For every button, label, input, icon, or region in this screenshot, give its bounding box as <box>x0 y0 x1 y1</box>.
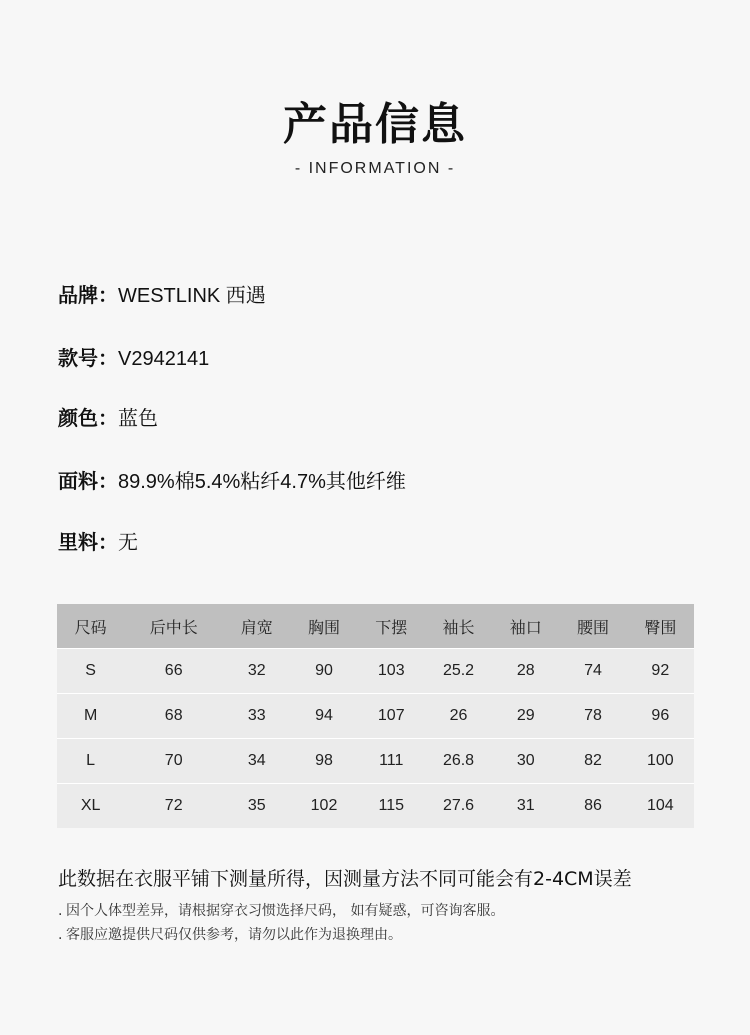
table-cell: 68 <box>124 694 223 739</box>
table-cell: 33 <box>223 694 290 739</box>
table-cell: 26 <box>425 694 492 739</box>
info-value: 无 <box>118 532 138 554</box>
table-cell: 107 <box>358 694 425 739</box>
column-header: 袖口 <box>492 604 559 649</box>
table-cell: 102 <box>290 784 357 829</box>
table-cell: 27.6 <box>425 784 492 829</box>
table-cell: 74 <box>559 649 626 694</box>
table-cell: S <box>57 649 124 694</box>
note-text: 因个人体型差异，请根据穿衣习惯选择尺码， 如有疑惑，可咨询客服。 <box>66 903 505 919</box>
column-header: 肩宽 <box>223 604 290 649</box>
table-row <box>57 784 694 829</box>
info-value: 蓝色 <box>118 408 158 430</box>
table-cell: 94 <box>290 694 357 739</box>
bullet-icon: . <box>58 903 63 919</box>
table-cell: 92 <box>627 649 694 694</box>
table-cell: 82 <box>559 739 626 784</box>
note-item <box>58 924 402 944</box>
size-table <box>57 604 694 828</box>
table-cell: 25.2 <box>425 649 492 694</box>
column-header: 下摆 <box>358 604 425 649</box>
table-cell: 96 <box>627 694 694 739</box>
table-cell: 111 <box>358 739 425 784</box>
table-cell: 28 <box>492 649 559 694</box>
table-cell: 31 <box>492 784 559 829</box>
table-cell: 34 <box>223 739 290 784</box>
column-header: 袖长 <box>425 604 492 649</box>
table-cell: M <box>57 694 124 739</box>
size-table-header <box>57 604 694 649</box>
table-cell: 78 <box>559 694 626 739</box>
column-header: 尺码 <box>57 604 124 649</box>
table-cell: 103 <box>358 649 425 694</box>
table-cell: 70 <box>124 739 223 784</box>
info-style-number <box>58 342 209 371</box>
table-cell: 100 <box>627 739 694 784</box>
info-label: 品牌： <box>58 283 118 307</box>
table-cell: 66 <box>124 649 223 694</box>
page-title: 产品信息 <box>283 99 467 150</box>
info-label: 面料： <box>58 469 118 493</box>
info-brand <box>58 279 266 308</box>
table-cell: L <box>57 739 124 784</box>
table-cell: 32 <box>223 649 290 694</box>
table-cell: 35 <box>223 784 290 829</box>
info-color <box>58 402 158 431</box>
table-cell: 115 <box>358 784 425 829</box>
note-text: 客服应邀提供尺码仅供参考，请勿以此作为退换理由。 <box>66 927 402 943</box>
info-label: 颜色： <box>58 406 118 430</box>
column-header: 臀围 <box>627 604 694 649</box>
table-row <box>57 694 694 739</box>
table-cell: 90 <box>290 649 357 694</box>
table-cell: XL <box>57 784 124 829</box>
bullet-icon: . <box>58 927 63 943</box>
table-cell: 104 <box>627 784 694 829</box>
info-value: V2942141 <box>118 348 210 370</box>
table-cell: 30 <box>492 739 559 784</box>
table-row <box>57 649 694 694</box>
column-header: 后中长 <box>124 604 223 649</box>
column-header: 胸围 <box>290 604 357 649</box>
info-label: 款号： <box>58 346 118 370</box>
info-value: WESTLINK 西遇 <box>118 285 266 307</box>
info-value: 89.9%棉5.4%粘纤4.7%其他纤维 <box>118 471 406 493</box>
note-item <box>58 900 504 920</box>
table-cell: 29 <box>492 694 559 739</box>
measurement-note: 此数据在衣服平铺下测量所得，因测量方法不同可能会有2-4CM误差 <box>58 868 632 890</box>
info-label: 里料： <box>58 530 118 554</box>
table-cell: 26.8 <box>425 739 492 784</box>
column-header: 腰围 <box>559 604 626 649</box>
table-cell: 98 <box>290 739 357 784</box>
table-cell: 86 <box>559 784 626 829</box>
table-row <box>57 739 694 784</box>
table-cell: 72 <box>124 784 223 829</box>
page-subtitle: - INFORMATION - <box>294 160 456 177</box>
info-fabric <box>58 465 406 494</box>
info-lining <box>58 526 138 555</box>
